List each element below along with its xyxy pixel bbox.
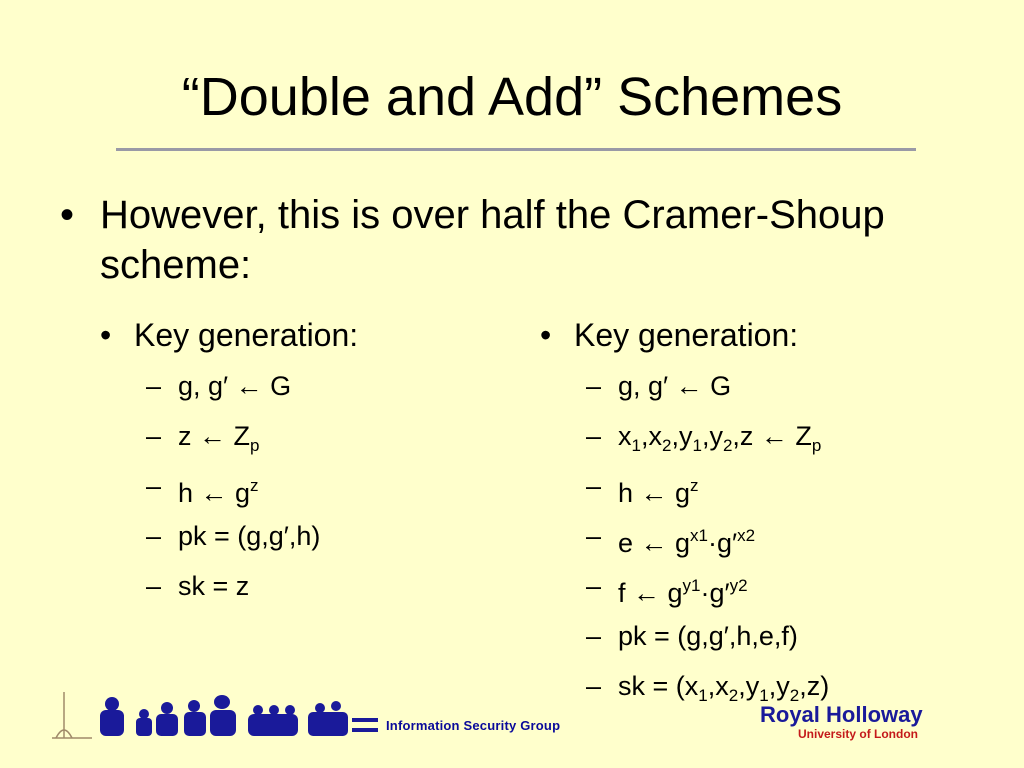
left-item-3: h ← $g^z$ (178, 476, 259, 508)
left-item-5: sk = z (178, 571, 250, 601)
left-item-2: z ← $Z_p$ (178, 421, 260, 455)
isg-label: Information Security Group (386, 718, 561, 733)
bullet-dot: • (100, 317, 112, 353)
list-item: – sk = z (100, 566, 510, 616)
title-rule (116, 148, 916, 151)
left-heading (100, 312, 510, 358)
list-item: – g, g′ ← G (100, 366, 510, 416)
left-item-4: pk = (g,g′,h) (178, 521, 321, 551)
right-item-2: $x_1,x_2,y_1,y_2,z$ ← $Z_p$ (618, 421, 822, 455)
right-heading (540, 312, 980, 358)
royal-holloway-logo: Royal Holloway (760, 702, 923, 727)
right-heading-text: Key generation: (574, 317, 799, 353)
right-item-6: pk = (g,g′,h,e,f) (618, 621, 798, 651)
right-item-5: f ← $g^{y1}\cdot g'^{y2}$ (618, 576, 748, 608)
left-column (100, 312, 510, 616)
list-item: – sk = $(x_1,x_2,y_1,y_2,z)$ (540, 666, 980, 716)
right-item-4: e ← $g^{x1}\cdot g'^{x2}$ (618, 526, 756, 558)
list-item: – g, g′ ← G (540, 366, 980, 416)
list-item: – f ← $g^{y1}\cdot g'^{y2}$ (540, 566, 980, 616)
list-item: – pk = (g,g′,h) (100, 516, 510, 566)
list-item: – z ← $Z_p$ (100, 416, 510, 466)
list-item: – $x_1,x_2,y_1,y_2,z$ ← $Z_p$ (540, 416, 980, 466)
right-item-7: sk = $(x_1,x_2,y_1,y_2,z)$ (618, 671, 830, 705)
isg-people-logo-icon (52, 688, 382, 748)
bullet-dot: • (60, 193, 75, 237)
bullet-dot: • (540, 317, 552, 353)
list-item: – h ← $g^z$ (540, 466, 980, 516)
slide-title: “Double and Add” Schemes (181, 67, 843, 127)
university-of-london-label: University of London (798, 727, 918, 741)
left-heading-text: Key generation: (134, 317, 359, 353)
main-bullet-text: However, this is over half the Cramer-Shoup scheme: (100, 193, 885, 287)
list-item: – e ← $g^{x1}\cdot g'^{x2}$ (540, 516, 980, 566)
left-item-1: g, g′ ← G (178, 371, 292, 401)
list-item: – pk = (g,g′,h,e,f) (540, 616, 980, 666)
right-item-3: h ← $g^z$ (618, 476, 699, 508)
right-column (540, 312, 980, 716)
right-item-1: g, g′ ← G (618, 371, 732, 401)
list-item: – h ← $g^z$ (100, 466, 510, 516)
